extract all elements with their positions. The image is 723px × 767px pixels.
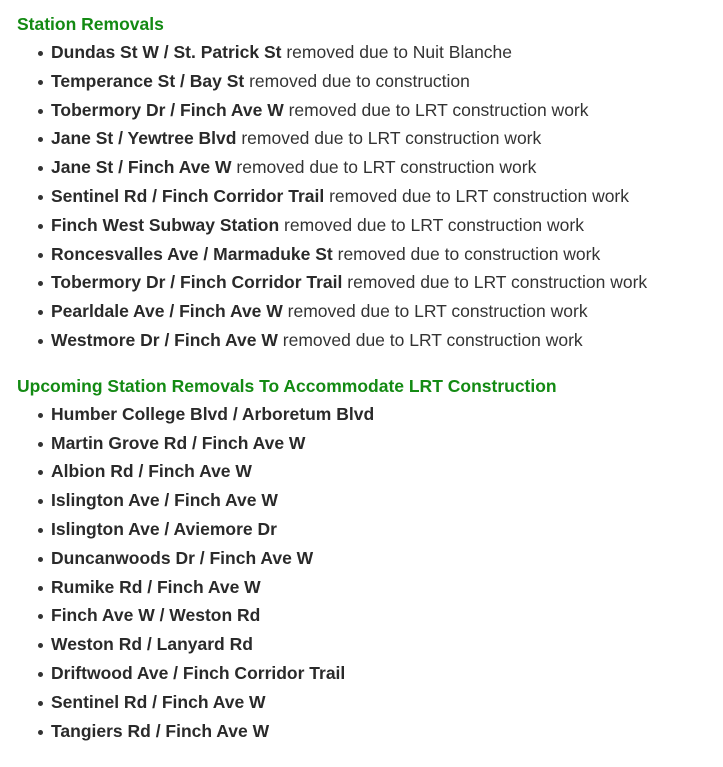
bullet-icon xyxy=(38,442,43,447)
bullet-icon xyxy=(38,224,43,229)
removal-reason: removed due to LRT construction work xyxy=(231,157,537,178)
upcoming-removals-heading: Upcoming Station Removals To Accommodate LRT Construction xyxy=(17,375,557,396)
bullet-icon xyxy=(38,80,43,85)
removal-reason: removed due to LRT construction work xyxy=(283,99,589,120)
list-item xyxy=(35,182,723,211)
station-location: Sentinel Rd / Finch Corridor Trail xyxy=(51,185,325,206)
list-item xyxy=(35,544,723,573)
station-location: Rumike Rd / Finch Ave W xyxy=(51,576,261,597)
bullet-icon xyxy=(38,557,43,562)
removal-reason: removed due to LRT construction work xyxy=(279,214,584,235)
bullet-icon xyxy=(38,672,43,677)
bullet-icon xyxy=(38,586,43,591)
removal-reason: removed due to Nuit Blanche xyxy=(281,42,513,62)
list-item xyxy=(35,400,723,429)
list-item xyxy=(35,486,723,515)
list-item xyxy=(35,96,723,125)
list-item xyxy=(35,211,723,240)
station-removals-heading: Station Removals xyxy=(17,14,164,34)
station-location: Albion Rd / Finch Ave W xyxy=(51,461,252,482)
station-location: Jane St / Finch Ave W xyxy=(51,157,232,178)
bullet-icon xyxy=(38,166,43,171)
list-item xyxy=(35,601,723,630)
station-location: Tobermory Dr / Finch Corridor Trail xyxy=(51,272,343,293)
list-item xyxy=(35,515,723,544)
list-item xyxy=(35,630,723,659)
station-location: Islington Ave / Aviemore Dr xyxy=(51,518,277,539)
station-location: Westmore Dr / Finch Ave W xyxy=(51,329,278,350)
station-location: Duncanwoods Dr / Finch Ave W xyxy=(51,547,314,568)
station-location: Weston Rd / Lanyard Rd xyxy=(51,634,253,655)
bullet-icon xyxy=(38,310,43,315)
bullet-icon xyxy=(38,413,43,418)
list-item xyxy=(35,429,723,458)
bullet-icon xyxy=(38,281,43,286)
removal-reason: removed due to LRT construction work xyxy=(236,128,542,149)
station-location: Humber College Blvd / Arboretum Blvd xyxy=(51,403,375,424)
bullet-icon xyxy=(38,195,43,200)
list-item xyxy=(35,38,723,67)
station-location: Finch Ave W / Weston Rd xyxy=(51,605,261,626)
list-item xyxy=(35,268,723,297)
upcoming-removals-list xyxy=(17,400,723,746)
list-item xyxy=(35,659,723,688)
station-location: Tangiers Rd / Finch Ave W xyxy=(51,720,270,741)
station-location: Tobermory Dr / Finch Ave W xyxy=(51,99,284,120)
list-item xyxy=(35,573,723,602)
station-location: Finch West Subway Station xyxy=(51,214,280,235)
list-item xyxy=(35,153,723,182)
station-location: Pearldale Ave / Finch Ave W xyxy=(51,301,283,322)
bullet-icon xyxy=(38,701,43,706)
bullet-icon xyxy=(38,109,43,114)
station-location: Jane St / Yewtree Blvd xyxy=(51,128,237,149)
list-item xyxy=(35,326,723,355)
removal-reason: removed due to construction work xyxy=(332,243,601,264)
list-item xyxy=(35,457,723,486)
bullet-icon xyxy=(38,730,43,735)
removal-reason: removed due to LRT construction work xyxy=(282,301,588,322)
bullet-icon xyxy=(38,643,43,648)
bullet-icon xyxy=(38,470,43,475)
list-item xyxy=(35,297,723,326)
bullet-icon xyxy=(38,499,43,504)
station-location: Sentinel Rd / Finch Ave W xyxy=(51,691,266,712)
removal-reason: removed due to LRT construction work xyxy=(324,185,630,206)
station-removals-list xyxy=(17,38,723,355)
list-item xyxy=(35,67,723,96)
station-location: Driftwood Ave / Finch Corridor Trail xyxy=(51,662,346,683)
bullet-icon xyxy=(38,528,43,533)
removal-reason: removed due to construction xyxy=(244,70,470,91)
removal-reason: removed due to LRT construction work xyxy=(277,329,583,350)
bullet-icon xyxy=(38,253,43,258)
station-location: Temperance St / Bay St xyxy=(51,70,245,91)
bullet-icon xyxy=(38,137,43,142)
station-location: Martin Grove Rd / Finch Ave W xyxy=(51,432,306,453)
station-location: Islington Ave / Finch Ave W xyxy=(51,490,278,511)
bullet-icon xyxy=(38,614,43,619)
list-item xyxy=(35,688,723,717)
bullet-icon xyxy=(38,339,43,344)
list-item xyxy=(35,717,723,746)
list-item xyxy=(35,240,723,269)
station-location: Dundas St W / St. Patrick St xyxy=(51,42,282,62)
removal-reason: removed due to LRT construction work xyxy=(342,272,648,293)
station-location: Roncesvalles Ave / Marmaduke St xyxy=(51,243,333,264)
bullet-icon xyxy=(38,51,43,56)
list-item xyxy=(35,124,723,153)
